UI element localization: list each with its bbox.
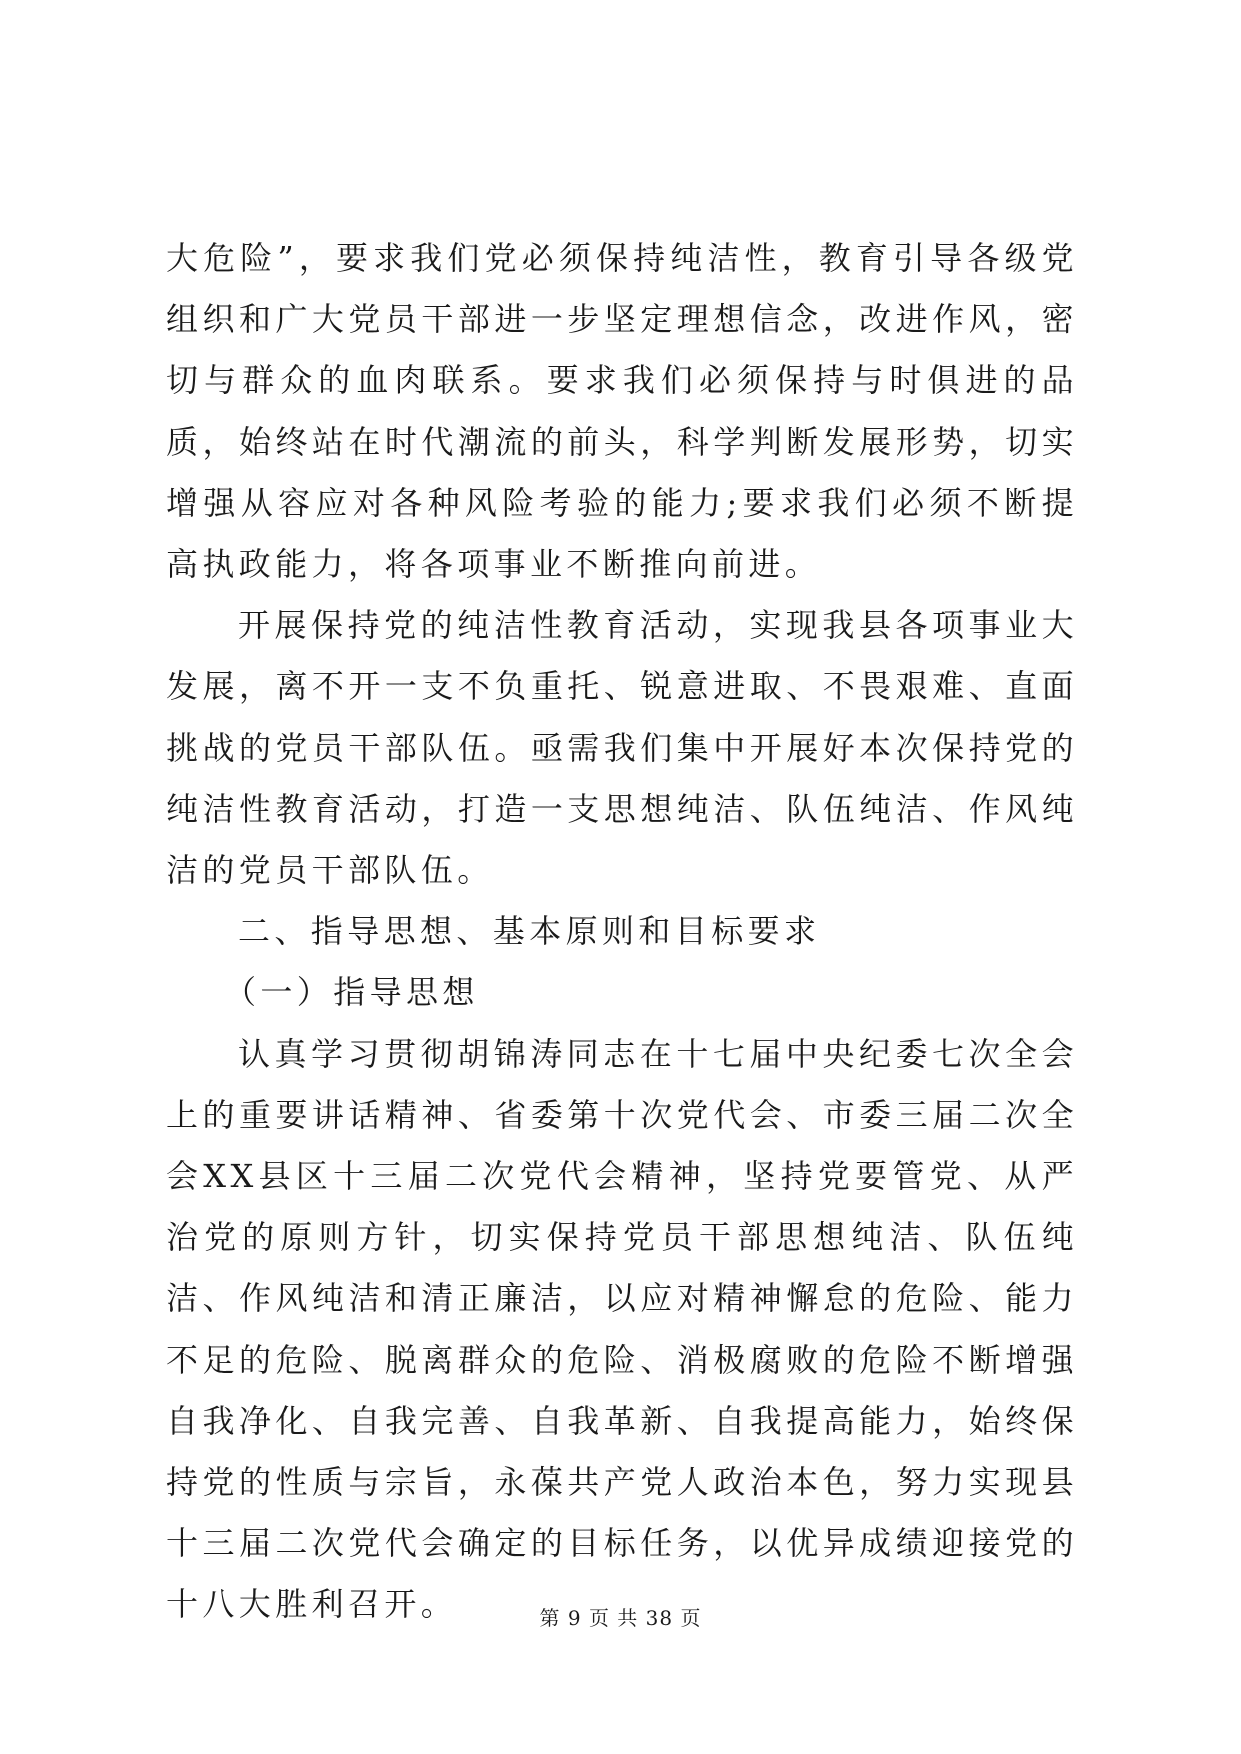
section-heading: 二、指导思想、基本原则和目标要求	[238, 912, 821, 951]
page-footer	[0, 1602, 1241, 1631]
document-body	[166, 228, 1078, 1636]
paragraph-activity: 开展保持党的纯洁性教育活动，实现我县各项事业大发展，离不开一支不负重托、锐意进取、不畏艰难、直面挑战的党员干部队伍。亟需我们集中开展好本次保持党的纯洁性教育活动，打造一支思想纯洁、队伍纯洁、作风纯洁的党员干部队伍。	[166, 606, 1078, 890]
subsection-heading: （一）指导思想	[224, 973, 479, 1012]
paragraph-continuation: 大危险”，要求我们党必须保持纯洁性，教育引导各级党组织和广大党员干部进一步坚定理想信念，改进作风，密切与群众的血肉联系。要求我们必须保持与时俱进的品质，始终站在时代潮流的前头，科学判断发展形势，切实增强从容应对各种风险考验的能力;要求我们必须不断提高执政能力，将各项事业不断推向前进。	[166, 239, 1078, 584]
page-number: 第 9 页 共 38 页	[539, 1606, 702, 1630]
paragraph-guiding-thought: 认真学习贯彻胡锦涛同志在十七届中央纪委七次全会上的重要讲话精神、省委第十次党代会、市委三届二次全会XX县区十三届二次党代会精神，坚持党要管党、从严治党的原则方针，切实保持党员干部思想纯洁、队伍纯洁、作风纯洁和清正廉洁，以应对精神懈怠的危险、能力不足的危险、脱离群众的危险、消极腐败的危险不断增强自我净化、自我完善、自我革新、自我提高能力，始终保持党的性质与宗旨，永葆共产党人政治本色，努力实现县十三届二次党代会确定的目标任务，以优异成绩迎接党的十八大胜利召开。	[166, 1034, 1078, 1624]
